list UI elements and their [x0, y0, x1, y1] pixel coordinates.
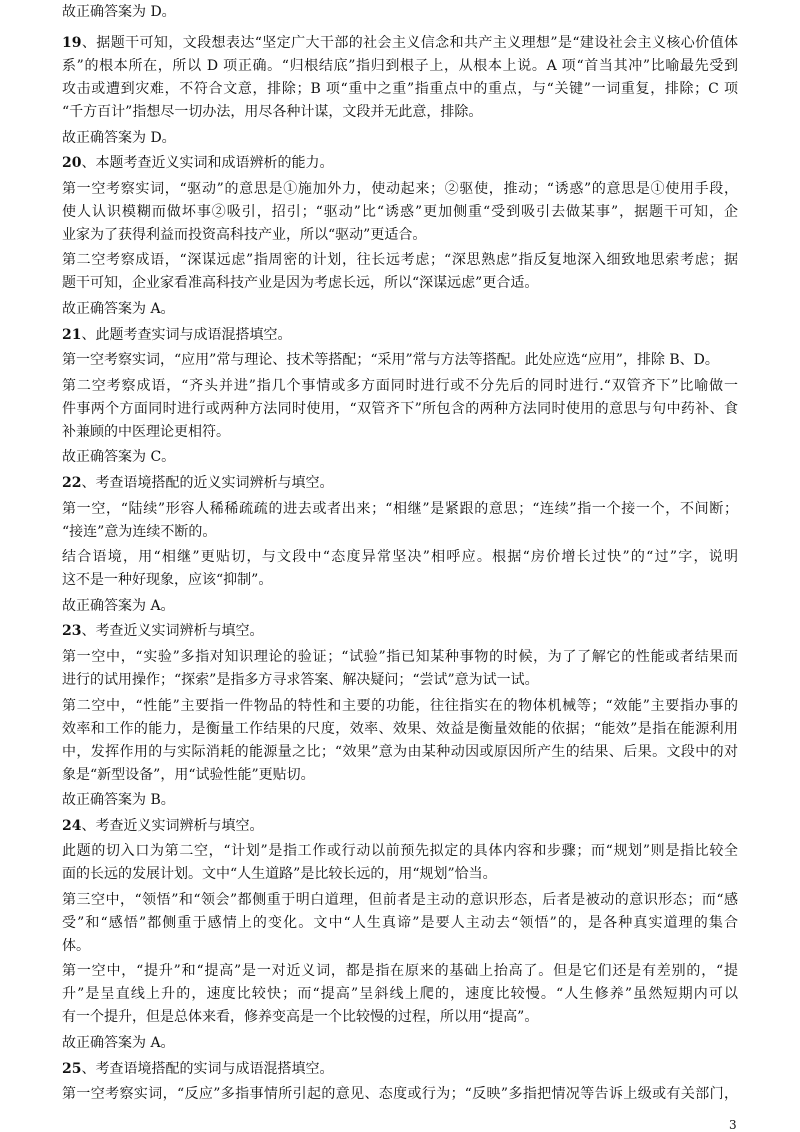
- text-line: [62, 569, 738, 592]
- question-heading: [62, 152, 738, 175]
- answer-statement: [62, 1032, 738, 1055]
- explanation-paragraph: [62, 498, 738, 544]
- answer-explanations: [62, 1, 738, 1109]
- text-line: [62, 718, 738, 741]
- line-text: 业家为了获得利益而投资高科技产业，所以“驱动”更适合。: [62, 226, 427, 243]
- text-line: [62, 912, 738, 935]
- text-line: [62, 101, 738, 124]
- text-line: [62, 546, 738, 569]
- text-line: [62, 764, 738, 787]
- line-text: 、本题考查近义实词和成语辨析的能力。: [81, 155, 334, 172]
- text-line: [62, 646, 738, 669]
- text-line: [62, 741, 738, 764]
- text-line: [62, 840, 738, 863]
- text-line: [62, 349, 738, 372]
- question-heading: [62, 472, 738, 495]
- line-text: 系”的根本所在，所以 D 项正确。“归根结底”指归到根子上，从根本上说。A 项“首当其冲”比喻最先受到: [62, 58, 738, 74]
- line-text: 故正确答案为 A。: [62, 597, 175, 614]
- line-text: 故正确答案为 A。: [62, 1035, 175, 1052]
- line-text: 、据题干可知，文段想表达“坚定广大干部的社会主义信念和共产主义理想”是“建设社会主义核心价值体: [81, 35, 738, 51]
- line-text: 故正确答案为 A。: [62, 300, 175, 317]
- text-line: [62, 1, 738, 24]
- text-line: [62, 1032, 738, 1055]
- question-heading: [62, 1058, 738, 1081]
- text-line: [62, 201, 738, 224]
- explanation-paragraph: [62, 889, 738, 958]
- question-number: 25: [62, 1060, 82, 1077]
- text-line: [62, 272, 738, 295]
- line-text: 体。: [62, 937, 90, 954]
- text-line: [62, 398, 738, 421]
- explanation-paragraph: [62, 249, 738, 295]
- line-text: 第一空考察实词，“反应”多指事情所引起的意见、态度或行为；“反映”多指把情况等告诉上级或有关部门，: [62, 1086, 738, 1103]
- line-text: 补兼顾的中医理论更相符。: [62, 423, 230, 440]
- text-line: [62, 1058, 738, 1081]
- text-line: [62, 498, 738, 521]
- text-line: [62, 1083, 738, 1106]
- line-text: 故正确答案为 B。: [62, 792, 175, 809]
- text-line: [62, 695, 738, 718]
- text-line: [62, 521, 738, 544]
- text-line: [62, 78, 738, 101]
- line-text: 、此题考查实词与成语混搭填空。: [81, 326, 292, 343]
- text-line: [62, 178, 738, 201]
- line-text: 这不是一种好现象，应该“抑制”。: [62, 572, 273, 589]
- explanation-paragraph: [62, 695, 738, 787]
- text-line: [62, 789, 738, 812]
- line-text: 此题的切入口为第二空，“计划”是指工作或行动以前预先拟定的具体内容和步骤；而“规划”则是指比较全: [62, 843, 738, 860]
- text-line: [62, 32, 738, 55]
- line-text: 第一空中，“提升”和“提高”是一对近义词，都是指在原来的基础上抬高了。但是它们还是有差别的，“提: [62, 963, 738, 980]
- text-line: [62, 889, 738, 912]
- text-line: [62, 1006, 738, 1029]
- line-text: 使人认识模糊而做坏事②吸引，招引；“驱动”比“诱惑”更加侧重“受到吸引去做某事”，据题干可知，企: [62, 203, 738, 220]
- explanation-paragraph: [62, 646, 738, 692]
- line-text: 第一空中，“实验”多指对知识理论的验证；“试验”指已知某种事物的时候，为了了解它的性能或者结果而: [62, 648, 738, 665]
- answer-statement: [62, 595, 738, 618]
- text-line: [62, 421, 738, 444]
- line-text: 第一空考察实词，“驱动”的意思是①施加外力，使动起来；②驱使，推动；“诱惑”的意思是①使用手段，: [62, 180, 738, 197]
- text-line: [62, 472, 738, 495]
- line-text: 题干可知，企业家看准高科技产业是因为考虑长远，所以“深谋远虑”更合适。: [62, 275, 539, 292]
- question-number: 24: [62, 817, 82, 834]
- line-text: 第一空，“陆续”形容人稀稀疏疏的进去或者出来；“相继”是紧跟的意思；“连续”指一个接一个，不间断；: [62, 500, 738, 517]
- explanation-paragraph: [62, 178, 738, 247]
- answer-statement: [62, 789, 738, 812]
- line-text: 第三空中，“领悟”和“领会”都侧重于明白道理，但前者是主动的意识形态，后者是被动的意识形态；而“感: [62, 891, 738, 908]
- line-text: 、考查近义实词辨析与填空。: [81, 817, 264, 834]
- line-text: 象是“新型设备”，用“试验性能”更贴切。: [62, 766, 315, 783]
- line-text: 面的长远的发展计划。文中“人生道路”是比较长远的，用“规划”恰当。: [62, 866, 497, 883]
- answer-statement: [62, 127, 738, 150]
- line-text: 攻击或遭到灾难，不符合文意，排除；B 项“重中之重”指重点中的重点，与“关键”一词重复，排除；C 项: [62, 81, 738, 97]
- text-line: [62, 960, 738, 983]
- line-text: 结合语境，用“相继”更贴切，与文段中“态度异常坚决”相呼应。根据“房价增长过快”的“过”字，说明: [62, 549, 738, 566]
- line-text: 故正确答案为 D。: [62, 4, 176, 20]
- explanation-paragraph: [62, 840, 738, 886]
- explanation-paragraph: [62, 546, 738, 592]
- text-line: [62, 669, 738, 692]
- question-number: 19: [62, 35, 82, 51]
- line-text: 件事两个方面同时进行或两种方法同时使用，“双管齐下”所包含的两种方法同时使用的意思与句中药补、食: [62, 400, 738, 417]
- text-line: [62, 595, 738, 618]
- text-line: [62, 324, 738, 347]
- text-line: [62, 815, 738, 838]
- page-number: 3: [729, 1118, 737, 1132]
- line-text: 故正确答案为 D。: [62, 129, 176, 146]
- explanation-paragraph: [62, 349, 738, 372]
- text-line: [62, 55, 738, 78]
- explanation-paragraph: [62, 375, 738, 444]
- text-line: [62, 375, 738, 398]
- text-line: [62, 935, 738, 958]
- question-number: 21: [62, 326, 82, 343]
- line-text: 、考查语境搭配的近义实词辨析与填空。: [81, 474, 334, 491]
- line-text: “接连”意为连续不断的。: [62, 523, 217, 540]
- line-text: 进行的试用操作；“探索”是指多方寻求答案、解决疑问；“尝试”意为试一试。: [62, 671, 539, 688]
- explanation-paragraph: [62, 1083, 738, 1106]
- text-line: [62, 620, 738, 643]
- question-number: 22: [62, 474, 82, 491]
- question-heading: [62, 620, 738, 643]
- line-text: 升”是呈直线上升的，速度比较快；而“提高”呈斜线上爬的，速度比较慢。“人生修养”虽然短期内可以: [62, 986, 738, 1003]
- line-text: 第二空考察成语，“深谋远虑”指周密的计划，往长远考虑；“深思熟虑”指反复地深入细致地思索考虑；据: [62, 252, 738, 269]
- line-text: 第一空考察实词，“应用”常与理论、技术等搭配；“采用”常与方法等搭配。此处应选“应用”，排除 B、D。: [62, 352, 719, 369]
- line-text: 、考查近义实词辨析与填空。: [81, 623, 264, 640]
- line-text: 故正确答案为 C。: [62, 449, 176, 466]
- line-text: “千方百计”指想尽一切办法，用尽各种计谋，文段并无此意，排除。: [62, 104, 483, 120]
- answer-statement: [62, 446, 738, 469]
- text-line: [62, 983, 738, 1006]
- answer-statement: [62, 1, 738, 24]
- question-number: 20: [62, 155, 82, 172]
- line-text: 第二空中，“性能”主要指一件物品的特性和主要的功能，往往指实在的物体机械等；“效能”主要指办事的: [62, 697, 738, 714]
- line-text: 中，发挥作用的与实际消耗的能源量之比；“效果”意为由某种动因或原因所产生的结果、后果。文段中的对: [62, 743, 738, 760]
- text-line: [62, 127, 738, 150]
- text-line: [62, 224, 738, 247]
- text-line: [62, 249, 738, 272]
- text-line: [62, 298, 738, 321]
- question-heading: [62, 324, 738, 347]
- question-explanation: [62, 32, 738, 124]
- text-line: [62, 152, 738, 175]
- line-text: 第二空考察成语，“齐头并进”指几个事情或多方面同时进行或不分先后的同时进行.“双管齐下”比喻做一: [62, 377, 738, 394]
- line-text: 有一个提升，但是总体来看，修养变高是一个比较慢的过程，所以用“提高”。: [62, 1009, 539, 1026]
- line-text: 、考查语境搭配的实词与成语混搭填空。: [81, 1060, 334, 1077]
- text-line: [62, 863, 738, 886]
- question-heading: [62, 815, 738, 838]
- answer-statement: [62, 298, 738, 321]
- question-number: 23: [62, 623, 82, 640]
- line-text: 效率和工作的能力，是衡量工作结果的尺度，效率、效果、效益是衡量效能的依据；“能效”是指在能源利用: [62, 720, 738, 737]
- text-line: [62, 446, 738, 469]
- explanation-paragraph: [62, 960, 738, 1029]
- line-text: 受”和“感悟”都侧重于感情上的变化。文中“人生真谛”是要人主动去“领悟”的，是各种真实道理的集合: [62, 914, 738, 931]
